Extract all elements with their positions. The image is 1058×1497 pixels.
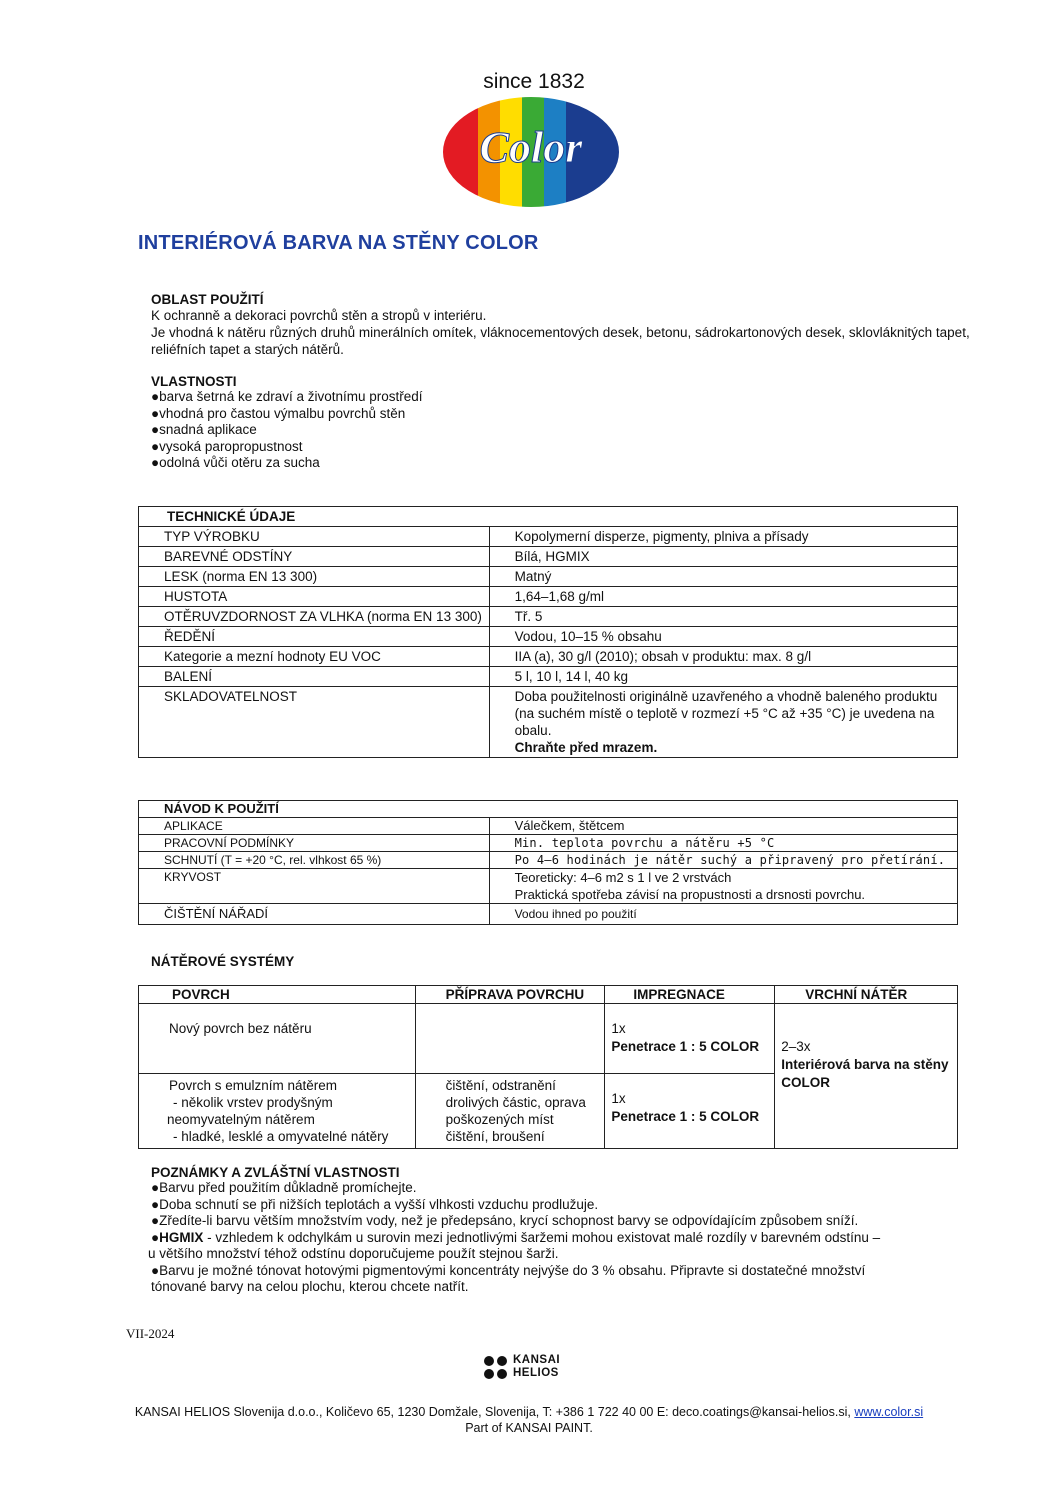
navod-value: Min. teplota povrchu a nátěru +5 °C [489,835,957,852]
impregnace-cell [605,1004,775,1074]
skladovatelnost-warning: Chraňte před mrazem. [514,740,658,755]
table-row [139,607,958,627]
tech-value: Kopolymerní disperze, pigmenty, plniva a přísady [489,527,957,547]
povrch-line: neomyvatelným nátěrem [167,1112,315,1127]
table-row [139,852,958,869]
hgmix-text: - vzhledem k odchylkám u surovin mezi jednotlivými šaržemi mohou existovat malé rozdíly v barevném odstínu – [203,1229,881,1245]
tech-key: HUSTOTA [139,587,490,607]
table-row [139,818,958,835]
priprava-line: čištění, broušení [445,1129,545,1144]
vlastnosti-item: ● vhodná pro častou výmalbu povrchů stěn [151,406,423,423]
systemy-table [138,985,958,1149]
tech-key: TYP VÝROBKU [139,527,490,547]
navod-heading: NÁVOD K POUŽITÍ [139,801,958,818]
document-title: INTERIÉROVÁ BARVA NA STĚNY COLOR [138,232,539,254]
navod-table [138,800,958,925]
impregnace-product: Penetrace 1 : 5 COLOR [611,1109,760,1124]
navod-key: APLIKACE [139,818,490,835]
table-row [139,587,958,607]
poznamka-continuation: u většího množství téhož odstínu doporučujeme použít stejnou šarži. [148,1246,559,1261]
impregnace-count: 1x [611,1021,626,1036]
poznamka-continuation: tónované barvy na celou plochu, kterou chcete natřít. [151,1279,469,1294]
priprava-line: drolivých částic, oprava [445,1095,586,1110]
table-row [139,627,958,647]
vlastnosti-heading: VLASTNOSTI [151,374,237,389]
vlastnosti-item: ● snadná aplikace [151,422,423,439]
povrch-line: Povrch s emulzním nátěrem [169,1078,338,1093]
oblast-heading: OBLAST POUŽITÍ [151,292,264,307]
tech-key: ŘEDĚNÍ [139,627,490,647]
kansai-helios-logo [484,1354,560,1380]
footer-line [0,1404,1058,1420]
table-row [139,835,958,852]
table-row [139,527,958,547]
table-row [139,547,958,567]
navod-value: Válečkem, štětcem [489,818,957,835]
vlastnosti-item: ● vysoká paropropustnost [151,439,423,456]
tech-key: Kategorie a mezní hodnoty EU VOC [139,647,490,667]
tech-value [489,687,957,758]
tech-value: 5 l, 10 l, 14 l, 40 kg [489,667,957,687]
povrch-cell: Nový povrch bez nátěru [139,1004,416,1074]
navod-key: ČIŠTĚNÍ NÁŘADÍ [139,904,490,925]
kansai-logo-line: KANSAI [513,1354,561,1366]
vrchni-cell [775,1004,958,1149]
vlastnosti-item: ● odolná vůči otěru za sucha [151,455,423,472]
navod-key: PRACOVNÍ PODMÍNKY [139,835,490,852]
footer [0,1404,1058,1436]
footer-line: Part of KANSAI PAINT. [465,1421,593,1435]
systemy-heading: NÁTĚROVÉ SYSTÉMY [151,954,295,969]
table-row [139,667,958,687]
hgmix-label: HGMIX [159,1229,204,1245]
poznamka-item: ● Barvu před použitím důkladně promíchejte. [151,1180,951,1197]
table-row [139,687,958,758]
col-header: IMPREGNACE [605,986,775,1004]
skladovatelnost-text: Doba použitelnosti originálně uzavřeného a vhodně baleného produktu (na suchém místě o teplotě v rozmezí +5 °C až +35 °C) je uvedena na obalu. [514,689,938,738]
tech-key: BALENÍ [139,667,490,687]
oblast-line: K ochranně a dekoraci povrchů stěn a stropů v interiéru. [151,308,487,323]
logo-tagline: since 1832 [483,70,585,93]
impregnace-cell [605,1074,775,1149]
tech-key: OTĚRUVZDORNOST ZA VLHKA (norma EN 13 300) [139,607,490,627]
tech-value: Bílá, HGMIX [489,547,957,567]
color-logo [436,60,626,210]
navod-value: Po 4–6 hodinách je nátěr suchý a připravený pro přetírání. [489,852,957,869]
poznamka-item: ● Doba schnutí se při nižších teplotách a vyšší vlhkosti vzduchu prodlužuje. [151,1197,951,1214]
col-header: PŘÍPRAVA POVRCHU [415,986,605,1004]
poznamka-item [151,1230,951,1247]
navod-value [489,869,957,904]
table-row [139,869,958,904]
impregnace-product: Penetrace 1 : 5 COLOR [611,1039,760,1054]
poznamky-heading: POZNÁMKY A ZVLÁŠTNÍ VLASTNOSTI [151,1165,400,1180]
povrch-line: - hladké, lesklé a omyvatelné nátěry [173,1129,389,1144]
table-row [139,647,958,667]
logo-brand-text: Color [479,123,583,172]
priprava-line: čištění, odstranění [445,1078,556,1093]
poznamka-item: ● Barvu je možné tónovat hotovými pigmentovými koncentráty nejvýše do 3 % obsahu. Připravte si dostatečné množství [151,1263,951,1280]
tech-value: Matný [489,567,957,587]
footer-website-link[interactable]: www.color.si [854,1405,924,1419]
povrch-line: - několik vrstev prodyšným [173,1095,333,1110]
kryvost-line: Teoreticky: 4–6 m2 s 1 l ve 2 vrstvách [514,870,732,885]
impregnace-count: 1x [611,1091,626,1106]
color-logo-graphic [436,60,626,210]
vrchni-product: Interiérová barva na stěny COLOR [781,1057,949,1090]
table-row [139,1004,958,1074]
kryvost-line: Praktická spotřeba závisí na propustnosti a drsnosti povrchu. [514,887,866,902]
oblast-line: reliéfních tapet a starých nátěrů. [151,342,344,357]
col-header: VRCHNÍ NÁTĚR [775,986,958,1004]
navod-value: Vodou ihned po použití [489,904,957,925]
tech-value: IIA (a), 30 g/l (2010); obsah v produktu: max. 8 g/l [489,647,957,667]
vlastnosti-item: ● barva šetrná ke zdraví a životnímu prostředí [151,389,423,406]
kansai-logo-line: HELIOS [513,1367,559,1379]
tech-value: 1,64–1,68 g/ml [489,587,957,607]
navod-key: SCHNUTÍ (T = +20 °C, rel. vlhkost 65 %) [139,852,490,869]
tech-key: LESK (norma EN 13 300) [139,567,490,587]
priprava-cell [415,1074,605,1149]
priprava-line: poškozených míst [445,1112,554,1127]
poznamka-item: ● Zředíte-li barvu větším množstvím vody, než je předepsáno, krycí schopnost barvy se odpovídajícím způsobem sníží. [151,1213,951,1230]
tech-heading: TECHNICKÉ ÚDAJE [139,507,958,527]
col-header: POVRCH [139,986,416,1004]
oblast-line: Je vhodná k nátěru různých druhů minerálních omítek, vláknocementových desek, betonu, sádrokartonových desek, sklovláknitých tapet, [151,325,970,340]
table-row [139,904,958,925]
table-header-row [139,986,958,1004]
revision-date: VII-2024 [126,1326,175,1341]
priprava-cell [415,1004,605,1074]
navod-key: KRYVOST [139,869,490,904]
tech-key: BAREVNÉ ODSTÍNY [139,547,490,567]
tech-key: SKLADOVATELNOST [139,687,490,758]
vlastnosti-section [151,374,423,472]
vrchni-count: 2–3x [781,1039,811,1054]
tech-value: Tř. 5 [489,607,957,627]
povrch-cell [139,1074,416,1149]
poznamky-section [148,1165,951,1296]
footer-contact: KANSAI HELIOS Slovenija d.o.o., Količevo 65, 1230 Domžale, Slovenija, T: +386 1 722 40 00 E: deco.coatings@kansai-helios.si, [134,1405,855,1419]
oblast-section [151,292,970,358]
tech-table [138,506,958,758]
tech-value: Vodou, 10–15 % obsahu [489,627,957,647]
table-row [139,567,958,587]
kansai-dots-icon [484,1356,507,1379]
